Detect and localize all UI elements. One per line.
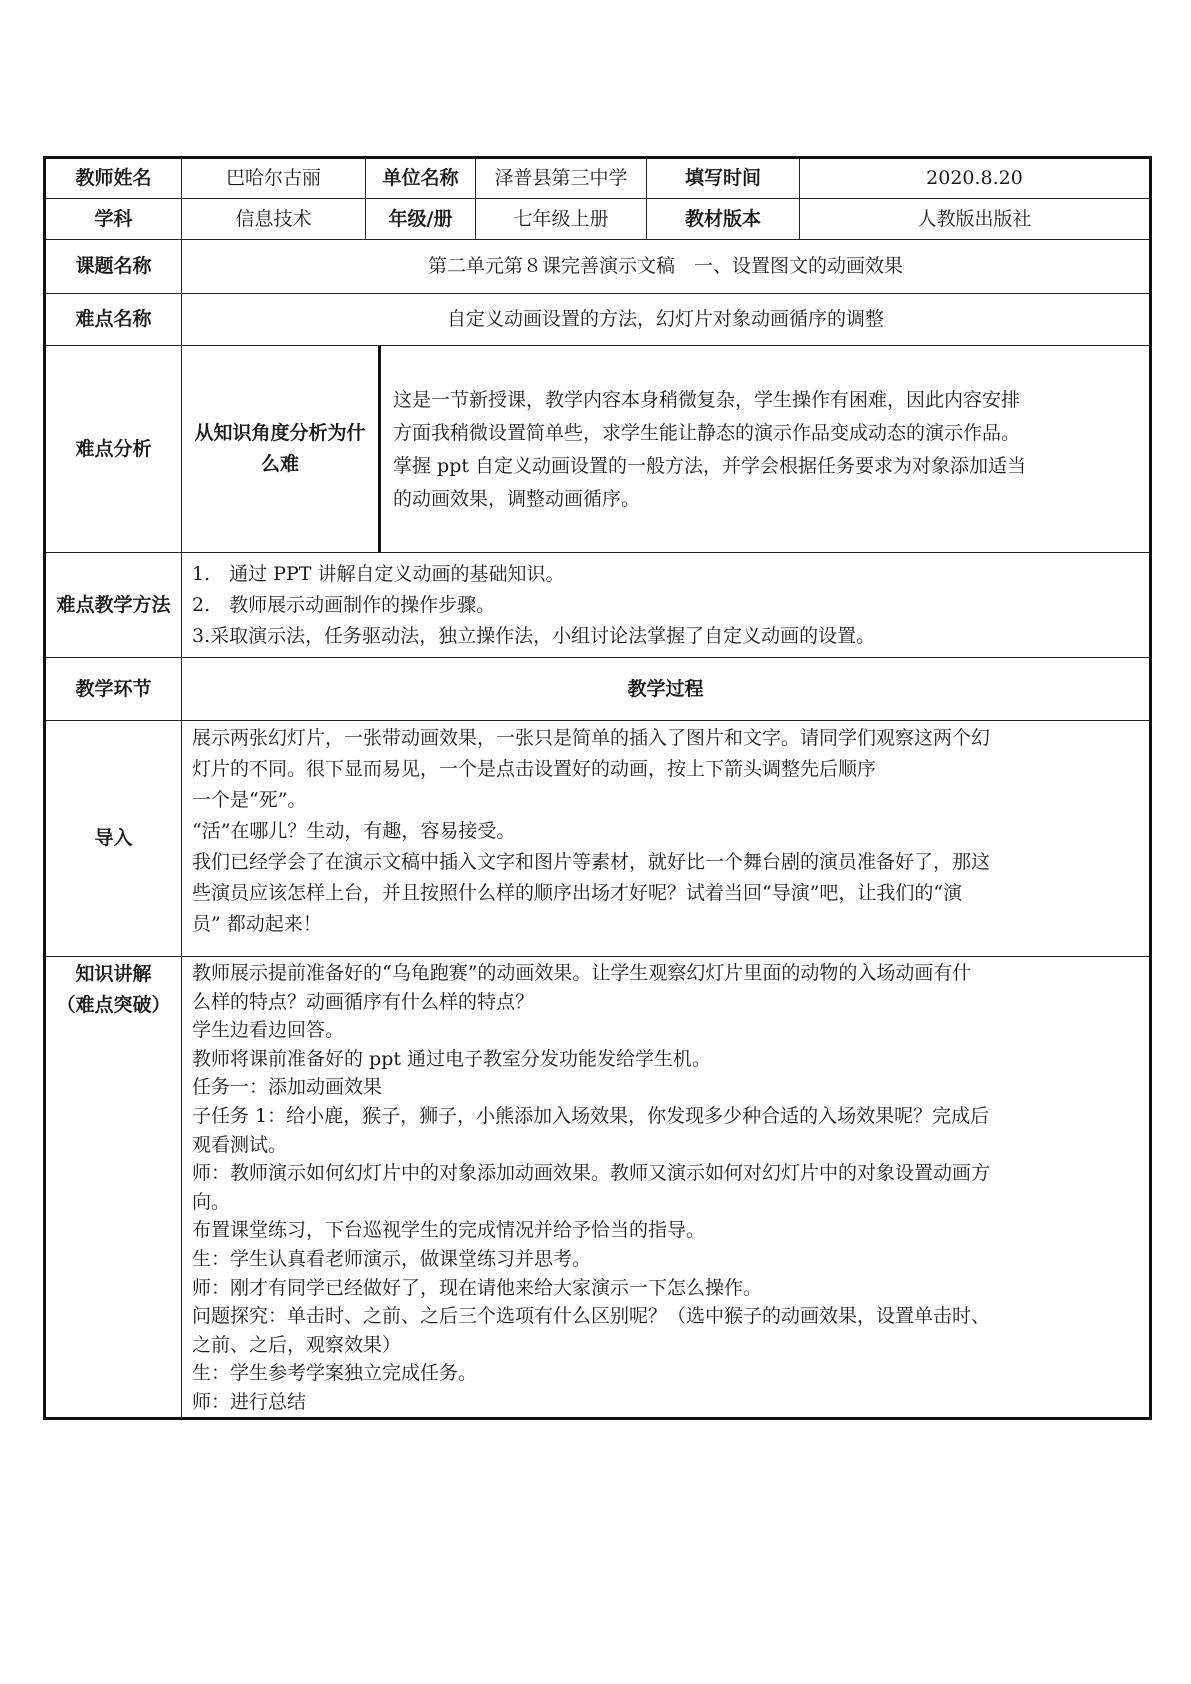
analysis-line: 方面我稍微设置简单些，求学生能让静态的演示作品变成动态的演示作品。: [393, 422, 1021, 444]
knowledge-line: 师：教师演示如何幻灯片中的对象添加动画效果。教师又演示如何对幻灯片中的对象设置动画方: [192, 1162, 991, 1185]
date-label: 填写时间: [647, 158, 800, 199]
method-label: 难点教学方法: [45, 553, 182, 658]
unit-value: 泽普县第三中学: [476, 158, 647, 199]
knowledge-line: 教师展示提前准备好的“乌龟跑赛”的动画效果。让学生观察幻灯片里面的动物的入场动画有什: [192, 962, 972, 984]
knowledge-line: 师：刚才有同学已经做好了，现在请他来给大家演示一下怎么操作。: [192, 1276, 763, 1299]
knowledge-label-line-2: （难点突破）: [56, 994, 171, 1016]
knowledge-label-line-1: 知识讲解: [75, 963, 152, 985]
knowledge-line: 么样的特点？动画循序有什么样的特点？: [192, 990, 535, 1013]
method-item: 2. 教师展示动画制作的操作步骤。: [192, 593, 496, 616]
knowledge-line: 任务一：添加动画效果: [192, 1076, 383, 1099]
process-header-row: [45, 658, 1151, 721]
intro-line: 灯片的不同。很下显而易见，一个是点击设置好的动画，按上下箭头调整先后顺序: [192, 758, 877, 780]
analysis-row: [45, 346, 1151, 553]
grade-value: 七年级上册: [476, 199, 647, 240]
method-item: 1. 通过 PPT 讲解自定义动画的基础知识。: [192, 562, 565, 585]
date-value: 2020.8.20: [800, 158, 1151, 199]
method-row: [45, 553, 1151, 658]
intro-line: 展示两张幻灯片，一张带动画效果，一张只是简单的插入了图片和文字。请同学们观察这两个幻: [192, 727, 991, 749]
intro-content: [182, 721, 1151, 957]
knowledge-line: 问题探究：单击时、之前、之后三个选项有什么区别呢？（选中猴子的动画效果，设置单击时、: [192, 1305, 991, 1328]
knowledge-line: 之前、之后，观察效果）: [192, 1333, 402, 1356]
difficulty-value: 自定义动画设置的方法，幻灯片对象动画循序的调整: [182, 294, 1151, 346]
intro-line: 员” 都动起来！: [192, 913, 322, 935]
knowledge-line: 生：学生参考学案独立完成任务。: [192, 1362, 478, 1385]
knowledge-row: [45, 957, 1151, 1419]
analysis-sub-label: 从知识角度分析为什么难: [182, 346, 381, 552]
lesson-plan-sheet: [43, 156, 1149, 1420]
grade-label: 年级/册: [366, 199, 476, 240]
subject-value: 信息技术: [182, 199, 366, 240]
intro-line: 一个是“死”。: [192, 789, 307, 811]
topic-row: [45, 240, 1151, 294]
analysis-line: 的动画效果，调整动画循序。: [393, 488, 641, 510]
intro-line: 些演员应该怎样上台，并且按照什么样的顺序出场才好呢？试着当回“导演”吧，让我们的“演: [192, 882, 963, 904]
knowledge-line: 布置课堂练习，下台巡视学生的完成情况并给予恰当的指导。: [192, 1219, 706, 1242]
analysis-line: 这是一节新授课，教学内容本身稍微复杂，学生操作有困难，因此内容安排: [393, 389, 1021, 411]
knowledge-line: 观看测试。: [192, 1133, 288, 1156]
intro-label: 导入: [45, 721, 182, 957]
analysis-line: 掌握 ppt 自定义动画设置的一般方法，并学会根据任务要求为对象添加适当: [393, 455, 1027, 477]
knowledge-line: 教师将课前准备好的 ppt 通过电子教室分发功能发给学生机。: [192, 1047, 712, 1070]
lesson-plan-table: [43, 156, 1152, 1420]
knowledge-line: 师：进行总结: [192, 1390, 307, 1413]
process-header: 教学过程: [182, 658, 1151, 721]
knowledge-line: 子任务 1：给小鹿，猴子，狮子，小熊添加入场效果，你发现多少种合适的入场效果呢？完成后: [192, 1104, 990, 1127]
header-row-1: [45, 158, 1151, 199]
intro-row: [45, 721, 1151, 957]
method-content: [182, 553, 1151, 658]
intro-line: 我们已经学会了在演示文稿中插入文字和图片等素材，就好比一个舞台剧的演员准备好了，那这: [192, 851, 991, 873]
topic-label: 课题名称: [45, 240, 182, 294]
process-stage-header: 教学环节: [45, 658, 182, 721]
knowledge-line: 向。: [192, 1190, 231, 1213]
intro-line: “活”在哪儿？生动，有趣，容易接受。: [192, 820, 516, 842]
knowledge-line: 生：学生认真看老师演示，做课堂练习并思考。: [192, 1247, 592, 1270]
unit-label: 单位名称: [366, 158, 476, 199]
subject-label: 学科: [45, 199, 182, 240]
analysis-text: [381, 346, 1149, 552]
topic-value: 第二单元第８课完善演示文稿 一、设置图文的动画效果: [182, 240, 1151, 294]
difficulty-row: [45, 294, 1151, 346]
knowledge-line: 学生边看边回答。: [192, 1019, 345, 1042]
analysis-label: 难点分析: [45, 346, 182, 553]
edition-label: 教材版本: [647, 199, 800, 240]
header-row-2: [45, 199, 1151, 240]
difficulty-label: 难点名称: [45, 294, 182, 346]
analysis-content: [182, 346, 1151, 553]
method-item: 3.采取演示法，任务驱动法，独立操作法，小组讨论法掌握了自定义动画的设置。: [192, 624, 876, 647]
teacher-value: 巴哈尔古丽: [182, 158, 366, 199]
knowledge-label: [45, 957, 182, 1419]
teacher-label: 教师姓名: [45, 158, 182, 199]
edition-value: 人教版出版社: [800, 199, 1151, 240]
knowledge-content: [182, 957, 1151, 1419]
